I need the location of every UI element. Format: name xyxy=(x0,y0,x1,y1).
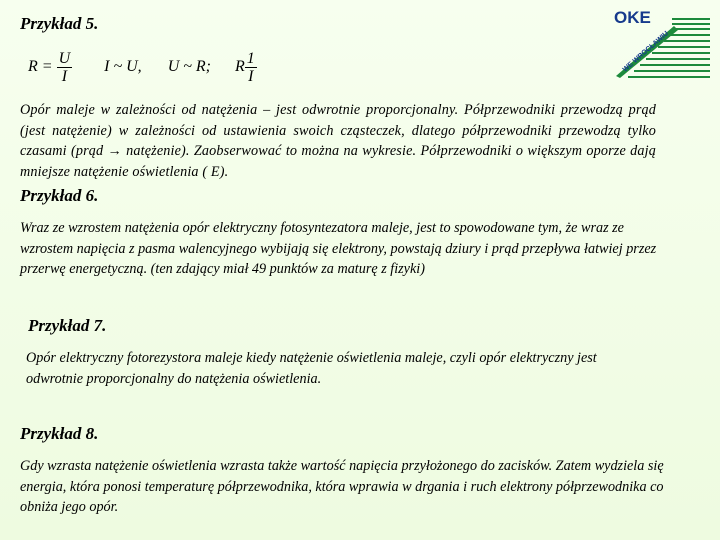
proportion-i-u: I ~ U, xyxy=(104,58,142,76)
example-5-text: Opór maleje w zależności od natężenia – jest odwrotnie proporcjonalny. Półprzewodniki przewodzą prąd (jest natężenie) w zależności od ustawienia swoich cząsteczek, dlatego półprzewodniki przewodzą tylko czasami (prąd → natężenie). Zaobserwować to można na wykresie. Półprzewodniki o większym oporze dają mniejsze natężenie oświetlenia ( E). xyxy=(20,102,656,180)
example-7-heading: Przykład 7. xyxy=(28,316,107,335)
oke-logo xyxy=(612,6,712,78)
example-5-heading: Przykład 5. xyxy=(20,14,99,33)
fraction-numerator: U xyxy=(58,50,71,67)
example-7-text: Opór elektryczny fotorezystora maleje kiedy natężenie oświetlenia maleje, czyli opór elektryczny jest odwrotnie proporcjonalny do natężenia oświetlenia. xyxy=(26,350,597,387)
example-8-heading: Przykład 8. xyxy=(20,424,99,443)
proportion-u-r: U ~ R; xyxy=(167,58,211,76)
formula-fraction-one-over-i xyxy=(245,50,257,85)
formula-row xyxy=(28,50,257,85)
fraction-numerator: 1 xyxy=(246,50,255,67)
logo-text: OKE xyxy=(614,8,651,27)
fraction-denominator: I xyxy=(245,67,257,85)
example-8-text: Gdy wzrasta natężenie oświetlenia wzrasta także wartość napięcia przyłożonego do zacisków. Zatem wydziela się energia, która ponosi temperaturę półprzewodnika, która wprawia w drgania i ruch elektrony półprzewodnika co obniża jego opór. xyxy=(20,458,664,515)
fraction-denominator: I xyxy=(61,68,68,85)
formula-r-label: R xyxy=(235,58,245,76)
logo-subtext: WE WROCŁAWIU xyxy=(621,30,671,74)
example-6-heading: Przykład 6. xyxy=(20,186,99,205)
example-6-text: Wraz ze wzrostem natężenia opór elektryczny fotosyntezatora maleje, jest to spowodowane tym, że wraz ze wzrostem napięcia z pasma walencyjnego wybijają się elektrony, powstają dziury i prąd przepływa łatwiej przez przerwę energetyczną. (ten zdający miał 49 punktów za maturę z fizyki) xyxy=(20,220,657,277)
formula-fraction-u-over-i xyxy=(57,50,73,85)
formula-lhs: R = xyxy=(28,58,53,76)
